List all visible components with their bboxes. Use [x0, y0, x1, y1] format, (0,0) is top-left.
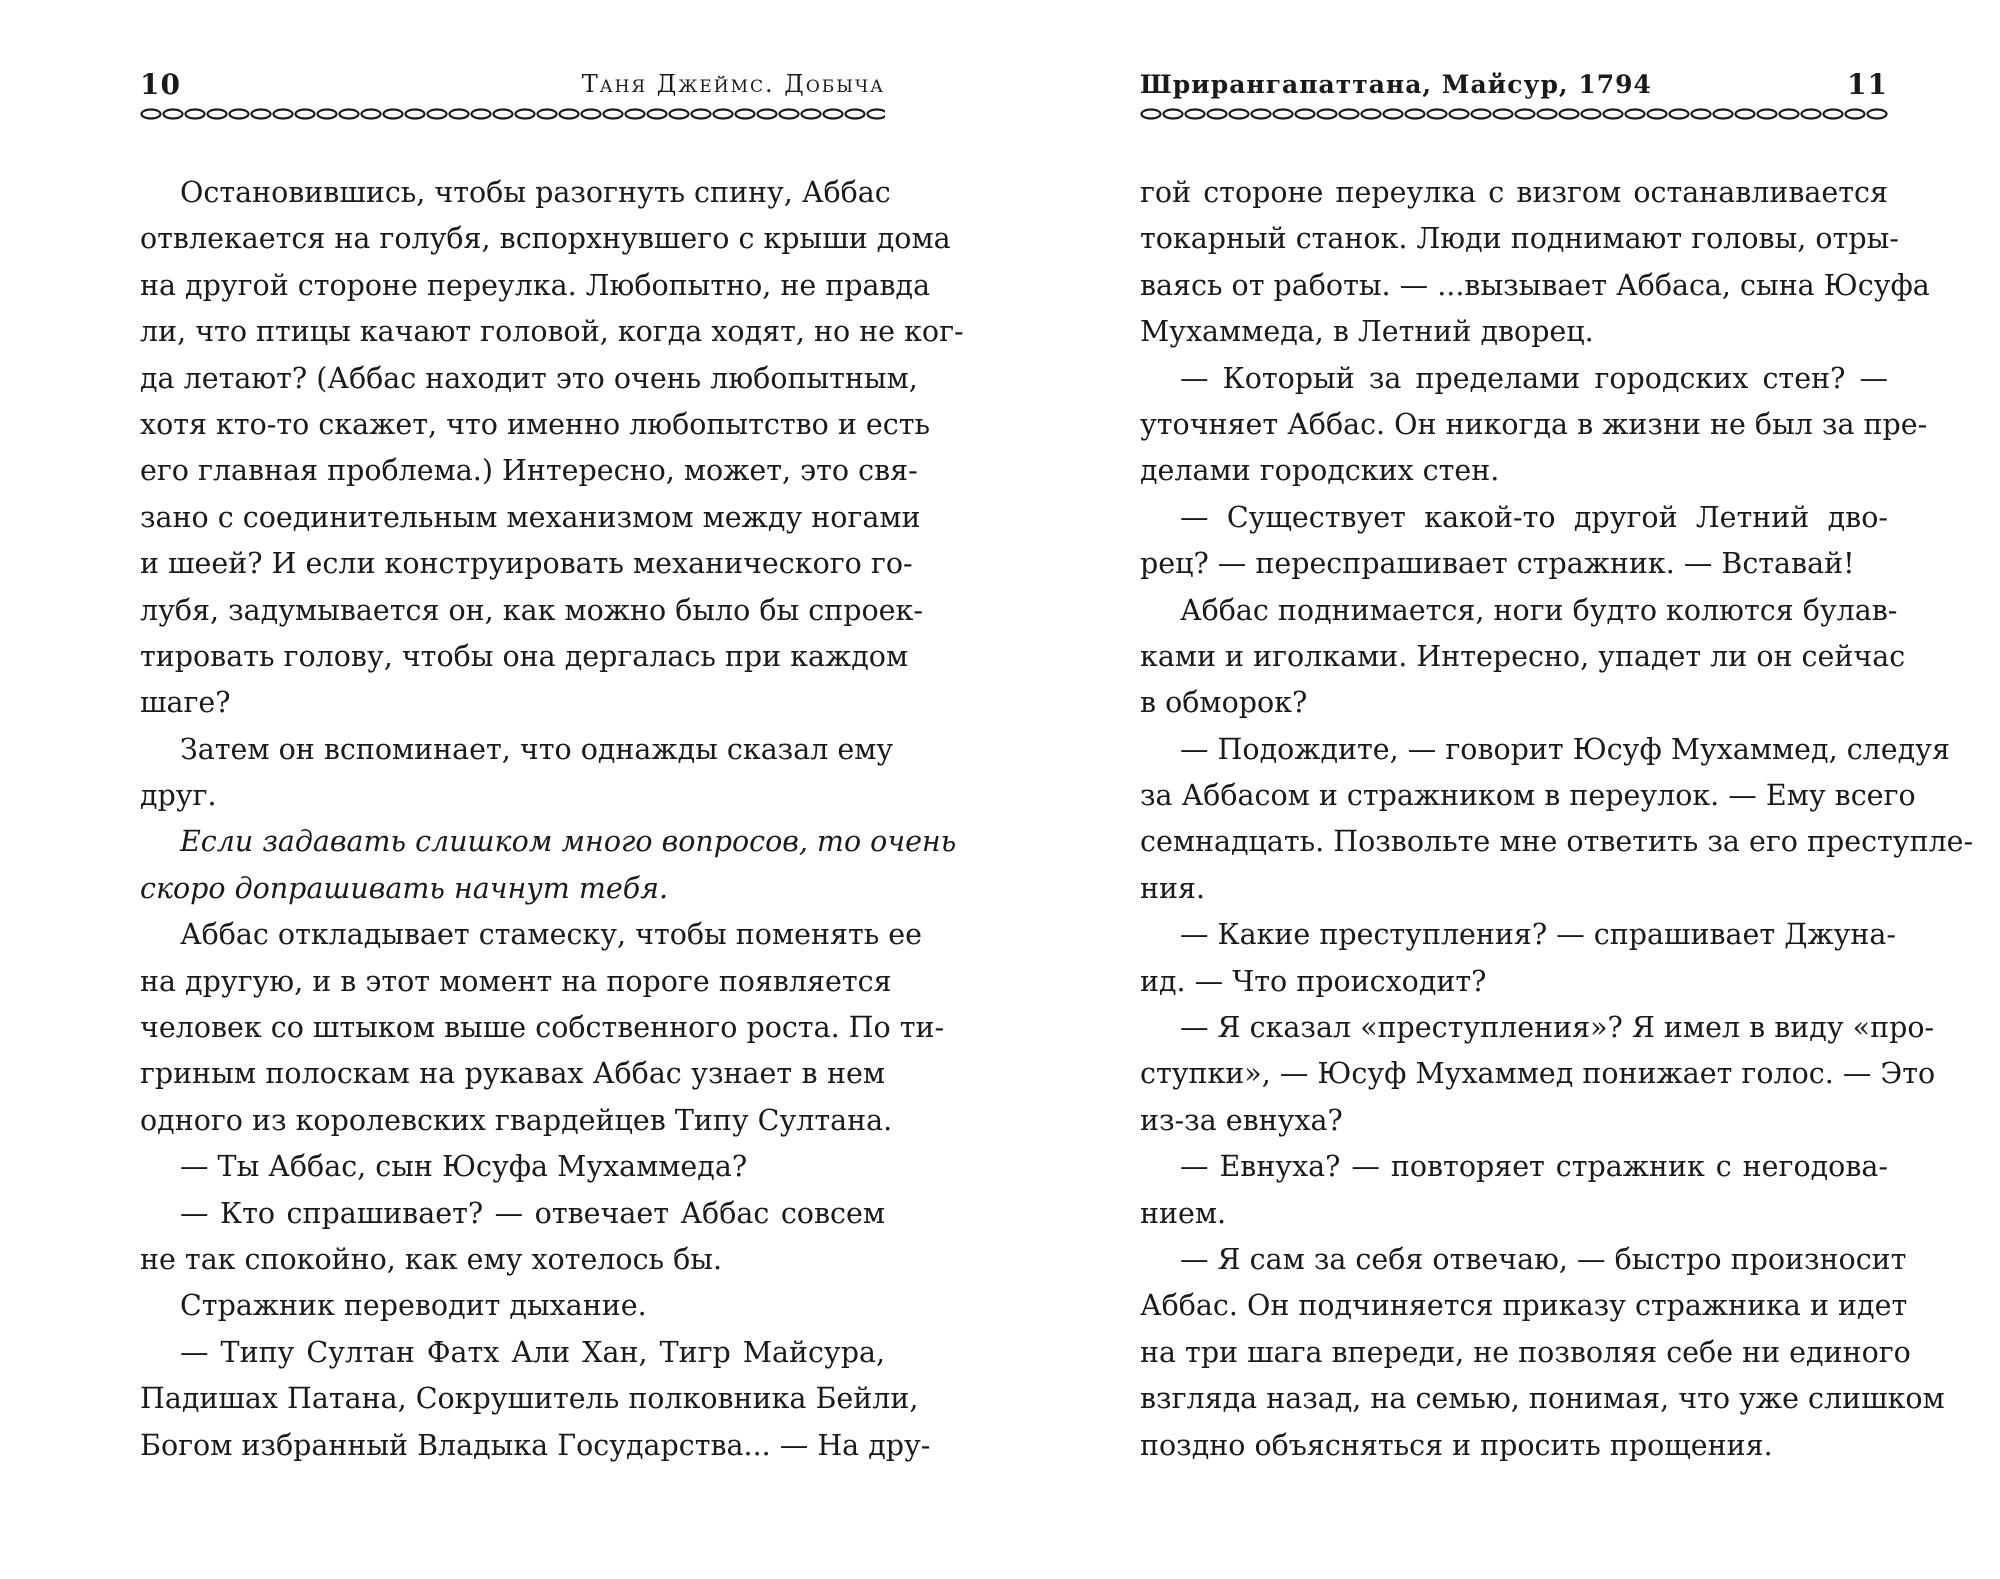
- chain-ornament-icon: [1140, 104, 1888, 124]
- text-line: — Существует какой-то другой Летний дво-: [1180, 500, 1888, 534]
- text-line: в обморок?: [1140, 686, 1308, 720]
- text-line: зано с соединительным механизмом между ногами: [140, 500, 921, 534]
- text-line: человек со штыком выше собственного роста. По ти-: [140, 1011, 945, 1045]
- text-line: его главная проблема.) Интересно, может, это свя-: [140, 454, 918, 488]
- text-line: и шеей? И если конструировать механического го-: [140, 547, 913, 581]
- text-line: шаге?: [140, 686, 231, 720]
- text-line: Аббас. Он подчиняется приказу стражника и идет: [1140, 1289, 1908, 1323]
- text-line: Аббас откладывает стамеску, чтобы поменять ее: [180, 918, 923, 952]
- text-line: ид. — Что происходит?: [1140, 964, 1487, 998]
- text-line: тировать голову, чтобы она дергалась при каждом: [140, 639, 909, 673]
- text-line: уточняет Аббас. Он никогда в жизни не был за пре-: [1140, 407, 1928, 441]
- text-line: да летают? (Аббас находит это очень любопытным,: [140, 361, 918, 395]
- right-page-header: [1140, 68, 1888, 108]
- text-line: — Типу Султан Фатх Али Хан, Тигр Майсура,: [180, 1335, 885, 1369]
- text-line: поздно объясняться и просить прощения.: [1140, 1428, 1773, 1462]
- right-page-number: 11: [1847, 68, 1888, 101]
- text-line: не так спокойно, как ему хотелось бы.: [140, 1242, 723, 1276]
- text-line: Затем он вспоминает, что однажды сказал ему: [180, 732, 894, 766]
- text-line: Падишах Патана, Сокрушитель полковника Бейли,: [140, 1382, 919, 1416]
- text-line: нием.: [1140, 1196, 1227, 1230]
- chain-ornament-icon: [140, 104, 885, 124]
- text-line: рец? — переспрашивает стражник. — Вставай!: [1140, 547, 1855, 581]
- text-line: из-за евнуха?: [1140, 1103, 1343, 1137]
- text-line: одного из королевских гвардейцев Типу Султана.: [140, 1103, 893, 1137]
- text-line: хотя кто-то скажет, что именно любопытство и есть: [140, 407, 931, 441]
- text-line: ния.: [1140, 871, 1206, 905]
- text-line: — Подождите, — говорит Юсуф Мухаммед, следуя: [1180, 732, 1950, 766]
- text-line: — Я сказал «преступления»? Я имел в виду «про-: [1180, 1011, 1935, 1045]
- text-line: семнадцать. Позвольте мне ответить за его преступле-: [1140, 825, 1974, 859]
- right-running-head: Шрирангапаттана, Майсур, 1794: [1140, 70, 1652, 99]
- left-page-number: 10: [140, 68, 181, 101]
- right-chain-ornament: [1140, 104, 1888, 124]
- text-line: — Какие преступления? — спрашивает Джуна-: [1180, 918, 1896, 952]
- text-line: Если задавать слишком много вопросов, то очень: [180, 825, 957, 859]
- text-line: отвлекается на голубя, вспорхнувшего с крыши дома: [140, 222, 951, 256]
- text-line: Богом избранный Владыка Государства... — На дру-: [140, 1428, 931, 1462]
- text-line: — Ты Аббас, сын Юсуфа Мухаммеда?: [180, 1150, 748, 1184]
- text-line: ли, что птицы качают головой, когда ходят, но не ког-: [140, 315, 964, 349]
- left-running-head: Таня Джеймс. Добыча: [581, 70, 885, 98]
- text-line: скоро допрашивать начнут тебя.: [140, 871, 669, 905]
- text-line: ваясь от работы. — ...вызывает Аббаса, сына Юсуфа: [1140, 268, 1930, 302]
- text-line: на другую, и в этот момент на пороге появляется: [140, 964, 892, 998]
- text-line: — Который за пределами городских стен? —: [1180, 361, 1888, 395]
- text-line: ками и иголками. Интересно, упадет ли он сейчас: [1140, 639, 1906, 673]
- text-line: за Аббасом и стражником в переулок. — Ему всего: [1140, 779, 1916, 813]
- text-line: — Евнуха? — повторяет стражник с негодова-: [1180, 1150, 1888, 1184]
- text-line: токарный станок. Люди поднимают головы, отры-: [1140, 222, 1899, 256]
- text-line: ступки», — Юсуф Мухаммед понижает голос. — Это: [1140, 1057, 1936, 1091]
- left-chain-ornament: [140, 104, 885, 124]
- text-line: Стражник переводит дыхание.: [180, 1289, 647, 1323]
- text-line: друг.: [140, 779, 217, 813]
- text-line: — Кто спрашивает? — отвечает Аббас совсем: [180, 1196, 885, 1230]
- text-line: лубя, задумывается он, как можно было бы спроек-: [140, 593, 923, 627]
- text-line: гриным полоскам на рукавах Аббас узнает в нем: [140, 1057, 885, 1091]
- text-line: гой стороне переулка с визгом останавливается: [1140, 176, 1888, 209]
- text-line: на три шага впереди, не позволяя себе ни единого: [1140, 1335, 1911, 1369]
- text-line: взгляда назад, на семью, понимая, что уже слишком: [1140, 1382, 1945, 1416]
- text-line: — Я сам за себя отвечаю, — быстро произносит: [1180, 1242, 1907, 1276]
- text-line: делами городских стен.: [1140, 454, 1500, 488]
- text-line: Аббас поднимается, ноги будто колются булав-: [1180, 593, 1898, 627]
- text-line: Мухаммеда, в Летний дворец.: [1140, 315, 1594, 349]
- left-page-header: [140, 68, 885, 108]
- text-line: на другой стороне переулка. Любопытно, не правда: [140, 268, 931, 302]
- text-line: Остановившись, чтобы разогнуть спину, Аббас: [180, 176, 891, 209]
- right-page-body: [1140, 170, 1974, 1469]
- left-page-body: [140, 170, 964, 1469]
